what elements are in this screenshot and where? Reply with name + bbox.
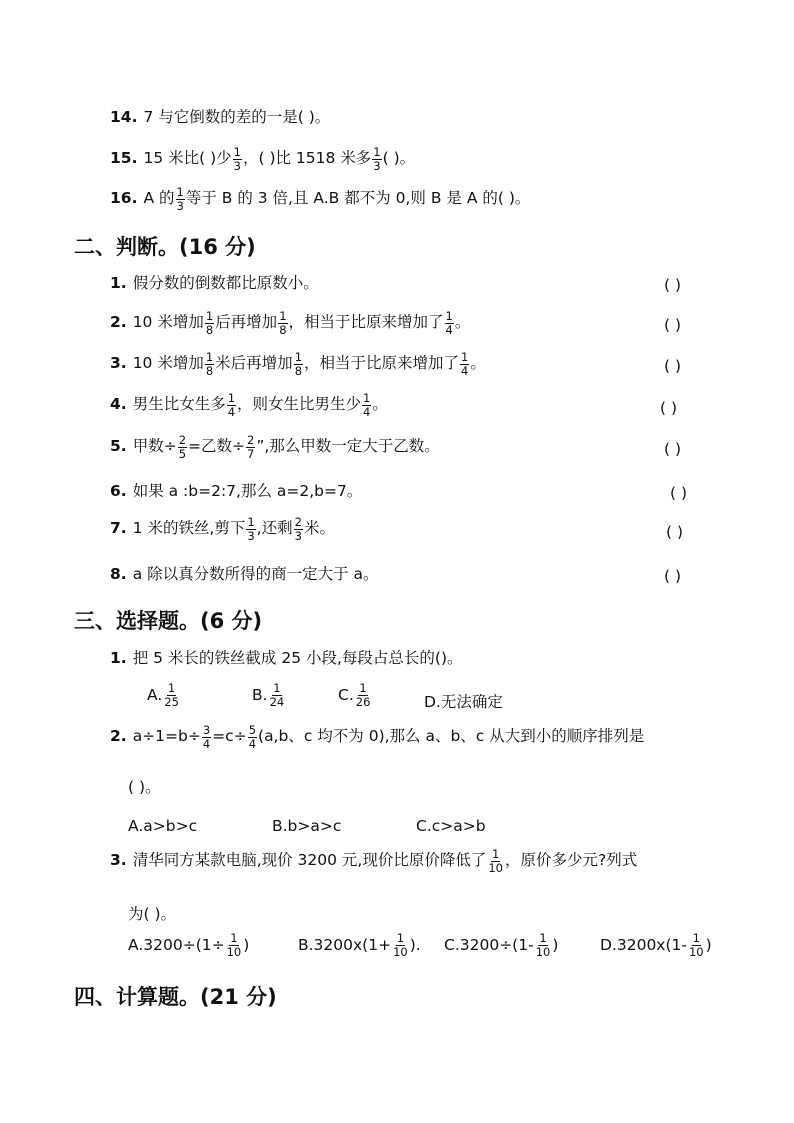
- fraction: $\frac{3}{4}$: [202, 723, 211, 751]
- question-15: [110, 146, 415, 172]
- question-text: ，相当于比原来增加了: [304, 354, 460, 373]
- judge-item-8: [110, 567, 379, 583]
- option-d[interactable]: D.3200x(1- $\frac{1}{10}$ ): [600, 931, 712, 959]
- choice-question-2: [110, 724, 644, 750]
- answer-blank[interactable]: 为( )。: [128, 905, 177, 923]
- question-text: 清华同方某款电脑,现价 3200 元,现价比原价降低了: [132, 851, 487, 870]
- fraction: $\frac{2}{3}$: [294, 515, 302, 543]
- question-text: 15 米比( )少: [143, 149, 232, 168]
- question-number: 14.: [110, 108, 138, 126]
- answer-blank[interactable]: ( ): [670, 484, 688, 502]
- choice-question-1: [110, 651, 463, 667]
- question-text: 1 米的铁丝,剪下: [132, 519, 246, 538]
- fraction: $\frac{1}{10}$: [393, 931, 408, 959]
- question-14: [110, 110, 330, 126]
- question-text: ，( )比 1518 米多: [242, 149, 372, 168]
- option-b[interactable]: B. $\frac{1}{24}$: [252, 681, 285, 709]
- answer-blank[interactable]: ( ): [660, 399, 678, 417]
- judge-item-4: [110, 392, 388, 418]
- question-text: 米。: [304, 519, 336, 538]
- question-text: 米后再增加: [215, 354, 293, 373]
- fraction: $\frac{1}{10}$: [226, 931, 242, 959]
- fraction: $\frac{1}{4}$: [445, 309, 453, 337]
- fraction: $\frac{1}{10}$: [688, 931, 704, 959]
- question-number: 16.: [110, 189, 138, 208]
- question-text: ”,那么甲数一定大于乙数。: [256, 437, 440, 456]
- judge-item-5: [110, 434, 440, 460]
- answer-blank[interactable]: ( ): [664, 440, 682, 458]
- fraction: $\frac{1}{8}$: [294, 350, 303, 378]
- section-heading-choice: 三、选择题。(6 分): [74, 609, 263, 633]
- option-c[interactable]: C.3200÷(1- $\frac{1}{10}$ ): [444, 931, 559, 959]
- fraction: $\frac{1}{4}$: [363, 391, 371, 419]
- question-text: 。: [372, 395, 388, 414]
- question-text: (a,b、c 均不为 0),那么 a、b、c 从大到小的顺序排列是: [258, 727, 645, 746]
- question-text: ，相当于比原来增加了: [288, 313, 444, 332]
- answer-blank[interactable]: ( ): [664, 357, 682, 375]
- question-text: ( )。: [382, 149, 416, 168]
- fraction: $\frac{1}{3}$: [176, 185, 184, 213]
- question-text: 7 与它倒数的差的一是( )。: [143, 108, 331, 126]
- question-text: 把 5 米长的铁丝截成 25 小段,每段占总长的()。: [132, 649, 463, 667]
- fraction: $\frac{2}{5}$: [178, 433, 187, 461]
- section-heading-calculation: 四、计算题。(21 分): [74, 985, 277, 1009]
- question-16: [110, 186, 530, 212]
- fraction: $\frac{1}{25}$: [164, 681, 179, 709]
- judge-item-3: [110, 351, 486, 377]
- fraction: $\frac{1}{8}$: [205, 350, 214, 378]
- question-number: 2.: [110, 727, 127, 746]
- answer-blank[interactable]: ( )。: [128, 778, 161, 796]
- question-text: 假分数的倒数都比原数小。: [132, 274, 319, 292]
- question-text: 后再增加: [215, 313, 278, 332]
- choice-question-3: [110, 848, 637, 874]
- fraction: $\frac{1}{8}$: [205, 309, 214, 337]
- question-text: 10 米增加: [132, 354, 204, 373]
- question-number: 6.: [110, 482, 127, 500]
- question-number: 5.: [110, 437, 127, 456]
- option-c[interactable]: C. $\frac{1}{26}$: [338, 681, 371, 709]
- answer-blank[interactable]: ( ): [664, 276, 682, 294]
- option-a[interactable]: A. $\frac{1}{25}$: [147, 681, 179, 709]
- question-text: ，原价多少元?列式: [504, 851, 638, 870]
- answer-blank[interactable]: ( ): [664, 316, 682, 334]
- fraction: $\frac{1}{26}$: [355, 681, 371, 709]
- fraction: $\frac{2}{7}$: [247, 433, 255, 461]
- answer-blank[interactable]: ( ): [666, 523, 684, 541]
- fraction: $\frac{5}{4}$: [248, 723, 257, 751]
- fraction: $\frac{1}{24}$: [269, 681, 285, 709]
- question-text: 男生比女生多: [132, 395, 226, 414]
- question-number: 1.: [110, 649, 127, 667]
- fraction: $\frac{1}{4}$: [227, 391, 236, 419]
- option-d[interactable]: D.无法确定: [424, 693, 503, 711]
- question-text: a 除以真分数所得的商一定大于 a。: [132, 565, 379, 583]
- option-a[interactable]: A.a>b>c: [128, 817, 198, 835]
- option-b[interactable]: B.b>a>c: [272, 817, 342, 835]
- question-text: 甲数÷: [132, 437, 177, 456]
- fraction: $\frac{1}{10}$: [535, 931, 551, 959]
- fraction: $\frac{1}{10}$: [488, 847, 503, 875]
- question-text: a÷1=b÷: [132, 727, 201, 746]
- question-number: 15.: [110, 149, 138, 168]
- question-text: 。: [470, 354, 486, 373]
- option-b[interactable]: B.3200x(1+ $\frac{1}{10}$ ).: [298, 931, 421, 959]
- option-c[interactable]: C.c>a>b: [416, 817, 486, 835]
- question-number: 3.: [110, 354, 127, 373]
- question-text: ,还剩: [256, 519, 293, 538]
- question-number: 2.: [110, 313, 127, 332]
- fraction: $\frac{1}{3}$: [233, 145, 241, 173]
- question-number: 7.: [110, 519, 127, 538]
- question-number: 1.: [110, 274, 127, 292]
- question-text: 10 米增加: [132, 313, 204, 332]
- question-text: 。: [454, 313, 471, 332]
- fraction: $\frac{1}{3}$: [373, 145, 381, 173]
- fraction: $\frac{1}{8}$: [279, 309, 287, 337]
- judge-item-1: [110, 276, 319, 292]
- question-text: 等于 B 的 3 倍,且 A.B 都不为 0,则 B 是 A 的( )。: [185, 189, 531, 208]
- fraction: $\frac{1}{3}$: [247, 515, 255, 543]
- fraction: $\frac{1}{4}$: [461, 350, 469, 378]
- question-text: A 的: [143, 189, 175, 208]
- question-number: 4.: [110, 395, 127, 414]
- judge-item-6: [110, 484, 362, 500]
- question-text: ，则女生比男生少: [237, 395, 362, 414]
- answer-blank[interactable]: ( ): [664, 567, 682, 585]
- question-text: =c÷: [212, 727, 247, 746]
- judge-item-2: [110, 310, 470, 336]
- option-a[interactable]: A.3200÷(1÷ $\frac{1}{10}$ ): [128, 931, 250, 959]
- section-heading-judgement: 二、判断。(16 分): [74, 235, 256, 259]
- question-text: =乙数÷: [188, 437, 245, 456]
- question-text: 如果 a :b=2:7,那么 a=2,b=7。: [132, 482, 363, 500]
- question-number: 8.: [110, 565, 127, 583]
- judge-item-7: [110, 516, 335, 542]
- question-number: 3.: [110, 851, 127, 870]
